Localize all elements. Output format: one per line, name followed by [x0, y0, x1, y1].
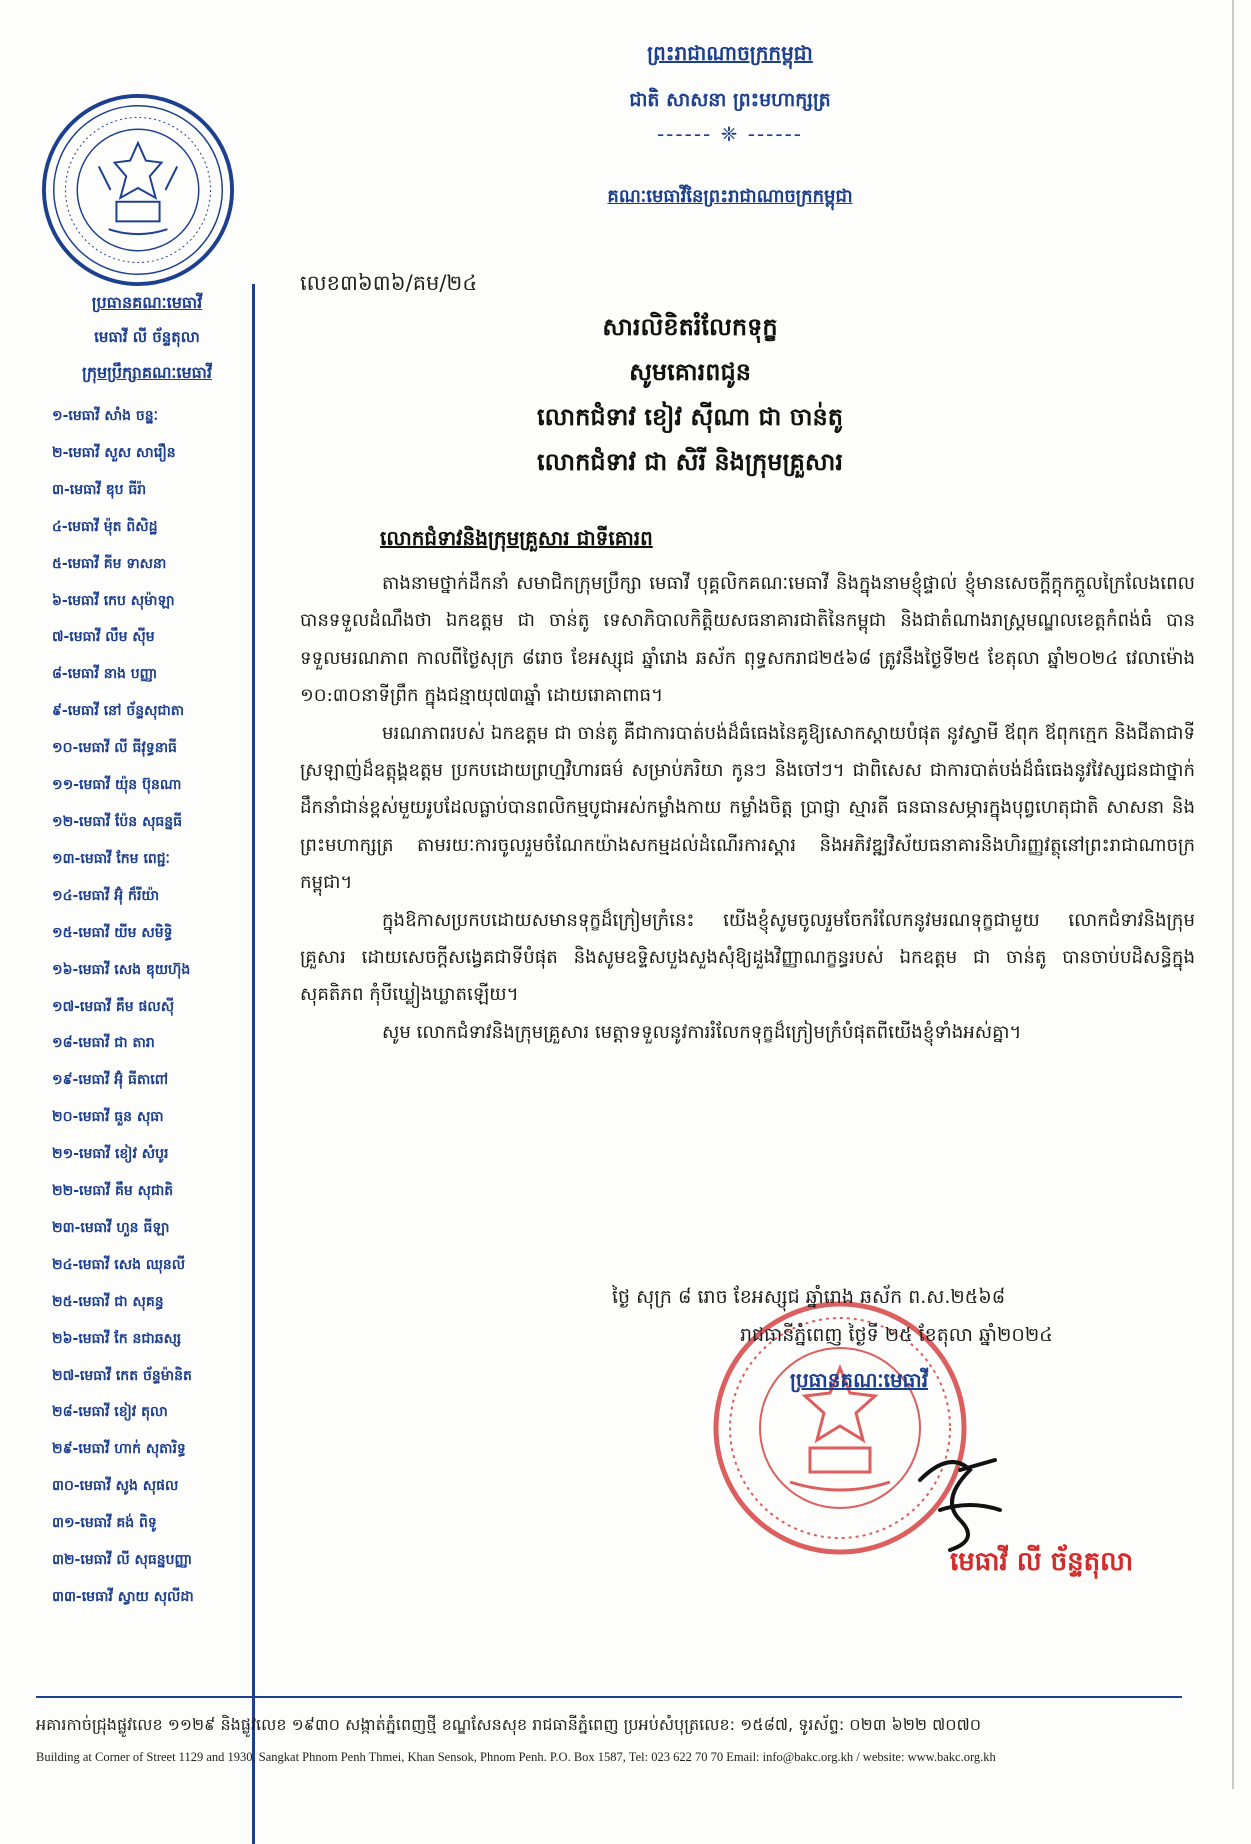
council-member: ២៤-មេធាវី សេង ឈុនលី — [52, 1256, 186, 1273]
council-member: ១១-មេធាវី យ៉ុន ប៊ុនណា — [52, 777, 182, 794]
letter-addressee-1: លោកជំទាវ ខៀវ ស៊ីណា ជា ចាន់តូ — [537, 403, 843, 431]
letter-title: សារលិខិតរំលែកទុក្ខ — [602, 313, 778, 341]
motto-line: ជាតិ សាសនា ព្រះមហាក្សត្រ — [629, 89, 831, 111]
reference-number: លេខ៣៦៣៦/គម/២៤ — [300, 271, 478, 295]
council-member: ២៨-មេធាវី ខៀវ តុលា — [52, 1404, 168, 1421]
council-member: ២៩-មេធាវី ហាក់ សុតារិទ្ធ — [52, 1441, 186, 1458]
council-member: ៨-មេធាវី នាង បញ្ញា — [52, 666, 158, 683]
footer-divider — [36, 1696, 1182, 1698]
letter-title-block — [380, 305, 1000, 485]
council-member: ៩-មេធាវី នៅ ច័ន្ទសុជាតា — [52, 703, 185, 720]
letter-body — [300, 565, 1195, 1051]
letterhead — [570, 40, 890, 146]
council-member: ១-មេធាវី សាំង ចន្ថ្នៈ — [52, 408, 158, 424]
council-member: ៦-មេធាវី កេប សុម៉ាឡា — [52, 592, 175, 609]
date-solar: រាជធានីភ្នំពេញ ថ្ងៃទី ២៥ ខែតុលា ឆ្នាំ២០២៤ — [740, 1324, 1053, 1346]
date-lunar: ថ្ងៃ សុក្រ ៨ រោច ខែអស្សុជ ឆ្នាំរោង ឆស័ក ព.ស.២៥៦៨ — [612, 1286, 1006, 1308]
council-member: ៣០-មេធាវី សូង សុផល — [52, 1478, 179, 1495]
council-heading: ក្រុមប្រឹក្សាគណៈមេធាវី — [82, 363, 212, 382]
letter-addressee-intro: សូមគោរពជូន — [629, 358, 751, 386]
council-member: ៤-មេធាវី ម៉ុត ពិសិដ្ឋ — [52, 518, 158, 535]
body-paragraph: មរណភាពរបស់ ឯកឧត្តម ជា ចាន់តូ គឺជាការបាត់បង់ដ៏ធំធេងនៃគូឱ្យសោកស្តាយបំផុត នូវស្វាមី ឪពុក ឪពុកក្មេក និងជីតាជាទីស្រឡាញ់ដ៏ឧត្តុង្គឧត្តម ប្រកបដោយព្រហ្មវិហារធម៌ សម្រាប់ភរិយា កូនៗ និងចៅៗ។ ជាពិសេស ជាការបាត់បង់ដ៏ធំធេងនូវវៃស្សជនជាថ្នាក់ដឹកនាំជាន់ខ្ពស់មួយរូបដែលធ្លាប់បានពលិកម្មបូជាអស់កម្លាំងកាយ កម្លាំងចិត្ត ប្រាជ្ញា ស្មារតី ធនធានសម្ភារក្នុងបុព្វហេតុជាតិ សាសនា និងព្រះមហាក្សត្រ តាមរយៈការចូលរួមចំណែកយ៉ាងសកម្មដល់ដំណើរការស្តារ និងអភិវឌ្ឍវិស័យធនាគារនិងហិរញ្ញវត្ថុនៅព្រះរាជាណាចក្រកម្ពុជា។ — [300, 722, 1195, 894]
kingdom-line: ព្រះរាជាណាចក្រកម្ពុជា — [647, 41, 813, 65]
council-member: ៥-មេធាវី គីម ទាសនា — [52, 555, 167, 572]
council-member: ១៤-មេធាវី អ៊ុំ ក៏រីយ៉ា — [52, 887, 160, 904]
council-member: ២២-មេធាវី គឹម សុជាតិ — [52, 1183, 174, 1200]
council-member: ២៣-មេធាវី ហួន ធីឡា — [52, 1219, 170, 1236]
council-sidebar — [42, 284, 255, 1844]
ornament-divider: ------ ❈ ------ — [656, 122, 804, 146]
president-heading: ប្រធានគណៈមេធាវី — [91, 293, 203, 312]
letter-addressee-2: លោកជំទាវ ជា សិរី និងក្រុមគ្រួសារ — [537, 448, 843, 476]
council-member: ១៩-មេធាវី អ៊ុំ ធីតាពៅ — [52, 1072, 169, 1089]
signer-name: មេធាវី លី ច័ន្ទតុលា — [950, 1547, 1134, 1577]
body-paragraph: តាងនាមថ្នាក់ដឹកនាំ សមាជិកក្រុមប្រឹក្សា មេធាវី បុគ្គលិកគណៈមេធាវី និងក្នុងនាមខ្ញុំផ្ទាល់ ខ្ញុំមានសេចក្តីក្តុកក្តួលក្រៃលែងពេលបានទទួលដំណឹងថា ឯកឧត្តម ជា ចាន់តូ ទេសាភិបាលកិត្តិយសធនាគារជាតិនៃកម្ពុជា និងជាតំណាងរាស្ត្រមណ្ឌលខេត្តកំពង់ធំ បានទទួលមរណភាព កាលពីថ្ងៃសុក្រ ៨រោច ខែអស្សុជ ឆ្នាំរោង ឆស័ក ពុទ្ធសករាជ២៥៦៨ ត្រូវនឹងថ្ងៃទី២៥ ខែតុលា ឆ្នាំ២០២៤ វេលាម៉ោង ១០:៣០នាទីព្រឹក ក្នុងជន្មាយុ៧៣ឆ្នាំ ដោយរោគាពាធ។ — [300, 573, 1195, 707]
council-member: ១៦-មេធាវី សេង ឌុយហ៊ុង — [52, 961, 191, 978]
council-name: គណៈមេធាវីនៃព្រះរាជាណាចក្រកម្ពុជា — [607, 186, 853, 207]
council-member: ២១-មេធាវី ខៀវ សំបូរ — [52, 1146, 169, 1163]
council-member-list — [42, 398, 252, 1616]
council-member: ១០-មេធាវី លី ធីវុទ្ធនាធី — [52, 740, 177, 757]
council-member: ២៥-មេធាវី ជា សុគន្ធ — [52, 1293, 164, 1310]
council-member: ១៣-មេធាវី កែម ពេជ្ជៈ — [52, 850, 170, 867]
council-member: ២-មេធាវី សួស សារឿន — [52, 444, 176, 461]
council-member: ២៧-មេធាវី កេត ច័ន្ទម៉ានិត — [52, 1367, 192, 1384]
salutation: លោកជំទាវនិងក្រុមគ្រួសារ ជាទីគោរព — [380, 526, 653, 550]
signatory-title: ប្រធានគណៈមេធាវី — [790, 1368, 929, 1392]
council-member: ២០-មេធាវី ធួន សុធា — [52, 1109, 164, 1126]
council-member: ១៥-មេធាវី យីម សមិទ្ធិ — [52, 924, 173, 941]
council-member: ១៨-មេធាវី ជា តារា — [52, 1035, 155, 1052]
body-paragraph: សូម លោកជំទាវនិងក្រុមគ្រួសារ មេត្តាទទួលនូវការរំលែកទុក្ខដ៏ក្រៀមក្រំបំផុតពីយើងខ្ញុំទាំងអស់គ្នា។ — [382, 1021, 1022, 1043]
footer-address-english: Building at Corner of Street 1129 and 1930, Sangkat Phnom Penh Thmei, Khan Sensok, Phnom Penh. P.O. Box 1587, Tel: 023 622 70 70 Email: info@bakc.org.kh / website: www.bakc.org.kh — [36, 1750, 996, 1764]
council-member: ៧-មេធាវី លឹម ស៊ីម — [52, 629, 155, 646]
president-name: មេធាវី លី ច័ន្ទតុលា — [94, 328, 200, 346]
council-member: ៣២-មេធាវី លី សុធន្នបញ្ញា — [52, 1552, 193, 1569]
council-member: ១៧-មេធាវី គឹម ផលស៊ី — [52, 998, 175, 1015]
council-member: ៣៣-មេធាវី ស្វាយ សុលីដា — [52, 1589, 194, 1605]
footer-address-khmer: អគារកាច់ជ្រុងផ្លូវលេខ ១១២៩ និងផ្លូវលេខ ១៩៣០ សង្កាត់ភ្នំពេញថ្មី ខណ្ឌសែនសុខ រាជធានីភ្នំពេញ ប្រអប់សំបុត្រលេខ: ១៥៨៧, ទូរស័ព្ទ: ០២៣ ៦២២ ៧០៧០ — [36, 1715, 982, 1734]
handwritten-signature-icon — [900, 1440, 1020, 1560]
council-member: ២៦-មេធាវី កែ នជាឆស្ស — [52, 1330, 182, 1347]
council-member: ១២-មេធាវី ប៉ែន សុធន្នធី — [52, 813, 183, 830]
council-member: ៣-មេធាវី ឌុប ធីរ៉ា — [52, 481, 147, 498]
body-paragraph: ក្នុងឱកាសប្រកបដោយសមានទុក្ខដ៏ក្រៀមក្រំនេះ យើងខ្ញុំសូមចូលរួមចែករំលែកនូវមរណទុក្ខជាមួយ លោកជំទាវនិងក្រុមគ្រួសារ ដោយសេចក្តីសង្វេគជាទីបំផុត និងសូមឧទ្ទិសបួងសួងសុំឱ្យដួងវិញ្ញាណក្ខន្ធរបស់ ឯកឧត្តម ជា ចាន់តូ បានចាប់បដិសន្ធិក្នុងសុគតិភព កុំបីឃ្លៀងឃ្លាតឡើយ។ — [300, 909, 1195, 1006]
council-member: ៣១-មេធាវី គង់ ពិទូ — [52, 1515, 157, 1532]
bar-association-emblem-icon — [40, 92, 236, 288]
